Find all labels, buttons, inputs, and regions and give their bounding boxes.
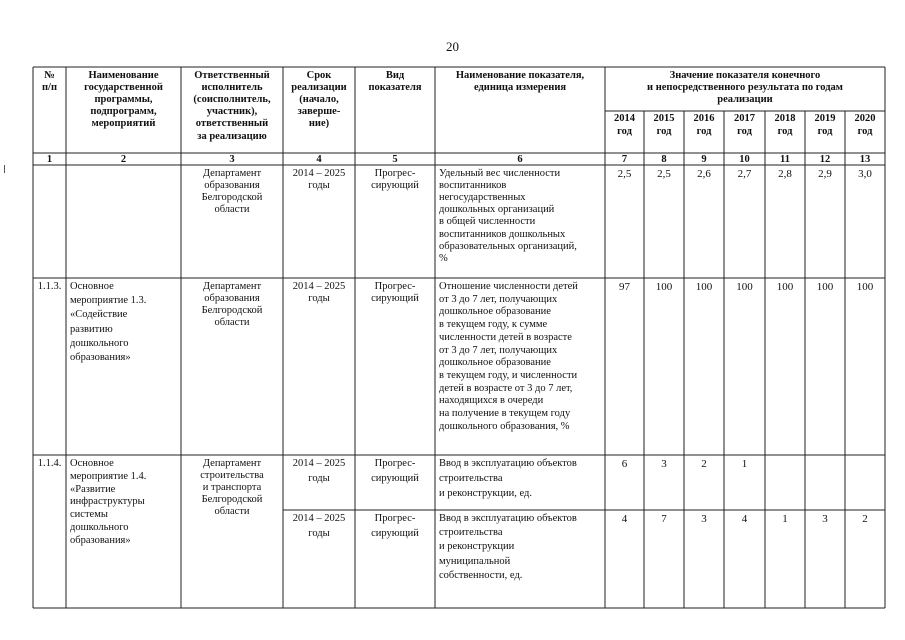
row-value: 100: [655, 281, 673, 293]
row-executor: образования: [204, 180, 260, 192]
row-value: 2,7: [737, 168, 752, 180]
year-unit: год: [737, 126, 752, 137]
row-kind: Прогрес-: [374, 458, 416, 469]
row-indicator: Ввод в эксплуатацию объектов: [439, 513, 577, 524]
header-program-name: подпрограмм,: [90, 106, 157, 118]
year-unit: год: [857, 126, 873, 137]
header-program-name: программы,: [94, 94, 153, 106]
header-term: реализации: [291, 82, 347, 94]
row-value: 2,9: [818, 168, 832, 180]
column-number: 7: [621, 153, 628, 165]
row-kind: сирующий: [371, 473, 419, 484]
row-indicator: дошкольных организаций: [439, 204, 555, 216]
row-indicator: строительства: [439, 527, 503, 539]
header-indicator-type: Вид: [385, 70, 405, 81]
year-unit: год: [817, 126, 833, 137]
row-name: Основное: [70, 458, 114, 469]
year-header: 2020: [854, 113, 876, 124]
column-number: 6: [517, 153, 523, 165]
row-value: 2,6: [697, 168, 711, 180]
row-indicator: негосударственных: [439, 192, 526, 204]
row-term: годы: [308, 473, 330, 484]
column-number: 10: [739, 153, 750, 165]
year-unit: год: [656, 126, 672, 137]
row-value: 2: [701, 458, 707, 470]
row-executor: Департамент: [202, 458, 262, 469]
column-number: 3: [229, 153, 235, 165]
header-program-name: мероприятий: [91, 118, 156, 130]
year-unit: год: [777, 126, 793, 137]
row-value: 97: [619, 281, 630, 293]
row-name: дошкольного: [70, 522, 129, 533]
header-values: и непосредственного результата по годам: [647, 82, 843, 94]
row-indicator: от 3 до 7 лет, получающих: [439, 344, 558, 356]
row-indicator: строительства: [439, 473, 503, 484]
row-indicator: образовательных организаций,: [439, 240, 577, 252]
year-header: 2017: [734, 113, 755, 124]
row-name: системы: [70, 509, 108, 521]
header-program-name: государственной: [84, 82, 163, 94]
row-kind: Прогрес-: [374, 168, 416, 179]
header-term: ние): [308, 118, 330, 130]
row-indicator: Ввод в эксплуатацию объектов: [439, 458, 577, 469]
column-number: 11: [780, 153, 790, 165]
row-value: 7: [661, 513, 667, 525]
header-program-name: Наименование: [88, 70, 159, 81]
row-number: 1.1.4.: [37, 458, 62, 469]
column-number: 13: [859, 153, 871, 165]
row-name: дошкольного: [70, 337, 129, 349]
header-indicator-type: показателя: [368, 82, 422, 94]
row-indicator: на получение в текущем году: [439, 408, 571, 419]
header-executor: исполнитель: [201, 82, 263, 94]
row-kind: сирующий: [371, 528, 419, 539]
column-number: 9: [701, 153, 707, 165]
row-value: 100: [776, 281, 794, 293]
row-name: образования»: [70, 352, 131, 363]
row-value: 2,5: [617, 168, 632, 180]
row-term: 2014 – 2025: [292, 458, 346, 469]
year-header: 2015: [653, 113, 675, 124]
year-unit: год: [696, 126, 712, 137]
header-term: заверше-: [297, 106, 341, 118]
header-number: №: [44, 70, 55, 81]
row-name: «Развитие: [70, 483, 116, 495]
row-executor: Белгородской: [201, 305, 263, 317]
header-executor: (соисполнитель,: [193, 94, 271, 106]
row-term: 2014 – 2025: [292, 168, 346, 179]
row-value: 2,5: [657, 168, 671, 180]
row-value: 4: [741, 513, 748, 525]
row-executor: образования: [204, 293, 260, 305]
row-indicator: численности детей в возрасте: [439, 331, 572, 343]
year-header: 2016: [693, 113, 715, 124]
year-header: 2018: [774, 113, 796, 124]
header-term: Срок: [306, 70, 332, 81]
row-indicator: собственности, ед.: [439, 569, 523, 581]
row-executor: Департамент: [202, 168, 262, 179]
row-indicator: от 3 до 7 лет, получающих: [439, 293, 558, 305]
row-value: 100: [856, 281, 874, 293]
header-values: реализации: [717, 94, 773, 106]
margin-mark: [4, 165, 5, 173]
header-term: (начало,: [299, 94, 339, 106]
row-indicator: в общей численности: [439, 216, 536, 228]
row-indicator: воспитанников дошкольных: [439, 228, 566, 240]
row-name: мероприятие 1.4.: [70, 470, 147, 482]
row-term: годы: [308, 293, 330, 305]
row-kind: сирующий: [371, 180, 419, 192]
row-indicator: детей в возрасте от 3 до 7 лет,: [439, 382, 573, 394]
row-executor: области: [214, 204, 250, 216]
row-name: мероприятие 1.3.: [70, 295, 147, 307]
row-name: «Содействие: [70, 309, 128, 321]
row-indicator: дошкольного образования, %: [439, 420, 570, 432]
row-value: 100: [695, 281, 713, 293]
row-name: Основное: [70, 281, 114, 292]
row-indicator: дошкольное образование: [439, 306, 551, 318]
row-value: 6: [621, 458, 628, 470]
row-kind: Прогрес-: [374, 281, 416, 292]
row-indicator: воспитанников: [439, 180, 507, 192]
row-value: 2,8: [778, 168, 792, 180]
row-indicator: и реконструкции: [439, 541, 515, 553]
row-kind: Прогрес-: [374, 513, 416, 524]
header-values: Значение показателя конечного: [669, 70, 821, 81]
row-term: годы: [308, 180, 330, 192]
row-value: 100: [736, 281, 753, 293]
header-executor: Ответственный: [194, 70, 270, 81]
row-value: 3,0: [858, 168, 872, 180]
header-executor: участник),: [206, 106, 258, 118]
row-indicator: Отношение численности детей: [439, 281, 578, 292]
row-executor: Департамент: [202, 281, 262, 292]
column-number: 2: [120, 153, 127, 165]
row-indicator: находящихся в очереди: [439, 395, 544, 407]
row-value: 3: [822, 513, 828, 525]
row-executor: Белгородской: [201, 192, 263, 204]
row-indicator: дошкольное образование: [439, 357, 551, 369]
row-executor: области: [214, 317, 250, 329]
row-term: 2014 – 2025: [292, 513, 346, 524]
row-indicator: муниципальной: [439, 555, 511, 567]
row-value: 100: [816, 281, 834, 293]
row-indicator: в текущем году, и численности: [439, 369, 578, 381]
row-name: образования»: [70, 534, 131, 546]
header-executor: ответственный: [195, 118, 269, 130]
row-term: 2014 – 2025: [292, 281, 346, 292]
row-indicator: в текущем году, к сумме: [439, 319, 548, 331]
row-executor: Белгородской: [201, 494, 263, 506]
row-number: 1.1.3.: [37, 281, 62, 292]
row-indicator: Удельный вес численности: [439, 168, 561, 179]
row-value: 3: [661, 458, 667, 470]
column-number: 5: [392, 153, 398, 165]
column-number: 1: [46, 153, 53, 165]
header-executor: за реализацию: [197, 130, 267, 142]
row-value: 1: [782, 513, 788, 525]
row-kind: сирующий: [371, 293, 419, 305]
row-executor: строительства: [200, 470, 264, 482]
row-executor: области: [214, 506, 250, 518]
row-value: 4: [621, 513, 628, 525]
row-value: 3: [701, 513, 707, 525]
column-number: 12: [819, 153, 831, 165]
row-value: 2: [862, 513, 868, 525]
year-header: 2019: [814, 113, 836, 124]
header-number: п/п: [41, 82, 58, 94]
header-indicator-name: Наименование показателя,: [455, 70, 585, 81]
row-name: инфраструктуры: [70, 496, 145, 508]
column-number: 8: [661, 153, 667, 165]
row-executor: и транспорта: [202, 482, 262, 494]
row-term: годы: [308, 528, 330, 539]
header-indicator-name: единица измерения: [473, 82, 567, 94]
year-header: 2014: [614, 113, 635, 124]
row-indicator: и реконструкции, ед.: [439, 488, 533, 499]
row-name: развитию: [70, 323, 113, 335]
page-number: 20: [446, 39, 459, 54]
row-value: 1: [741, 458, 748, 470]
column-number: 4: [316, 153, 322, 165]
year-unit: год: [617, 126, 632, 137]
row-indicator: %: [439, 252, 448, 264]
